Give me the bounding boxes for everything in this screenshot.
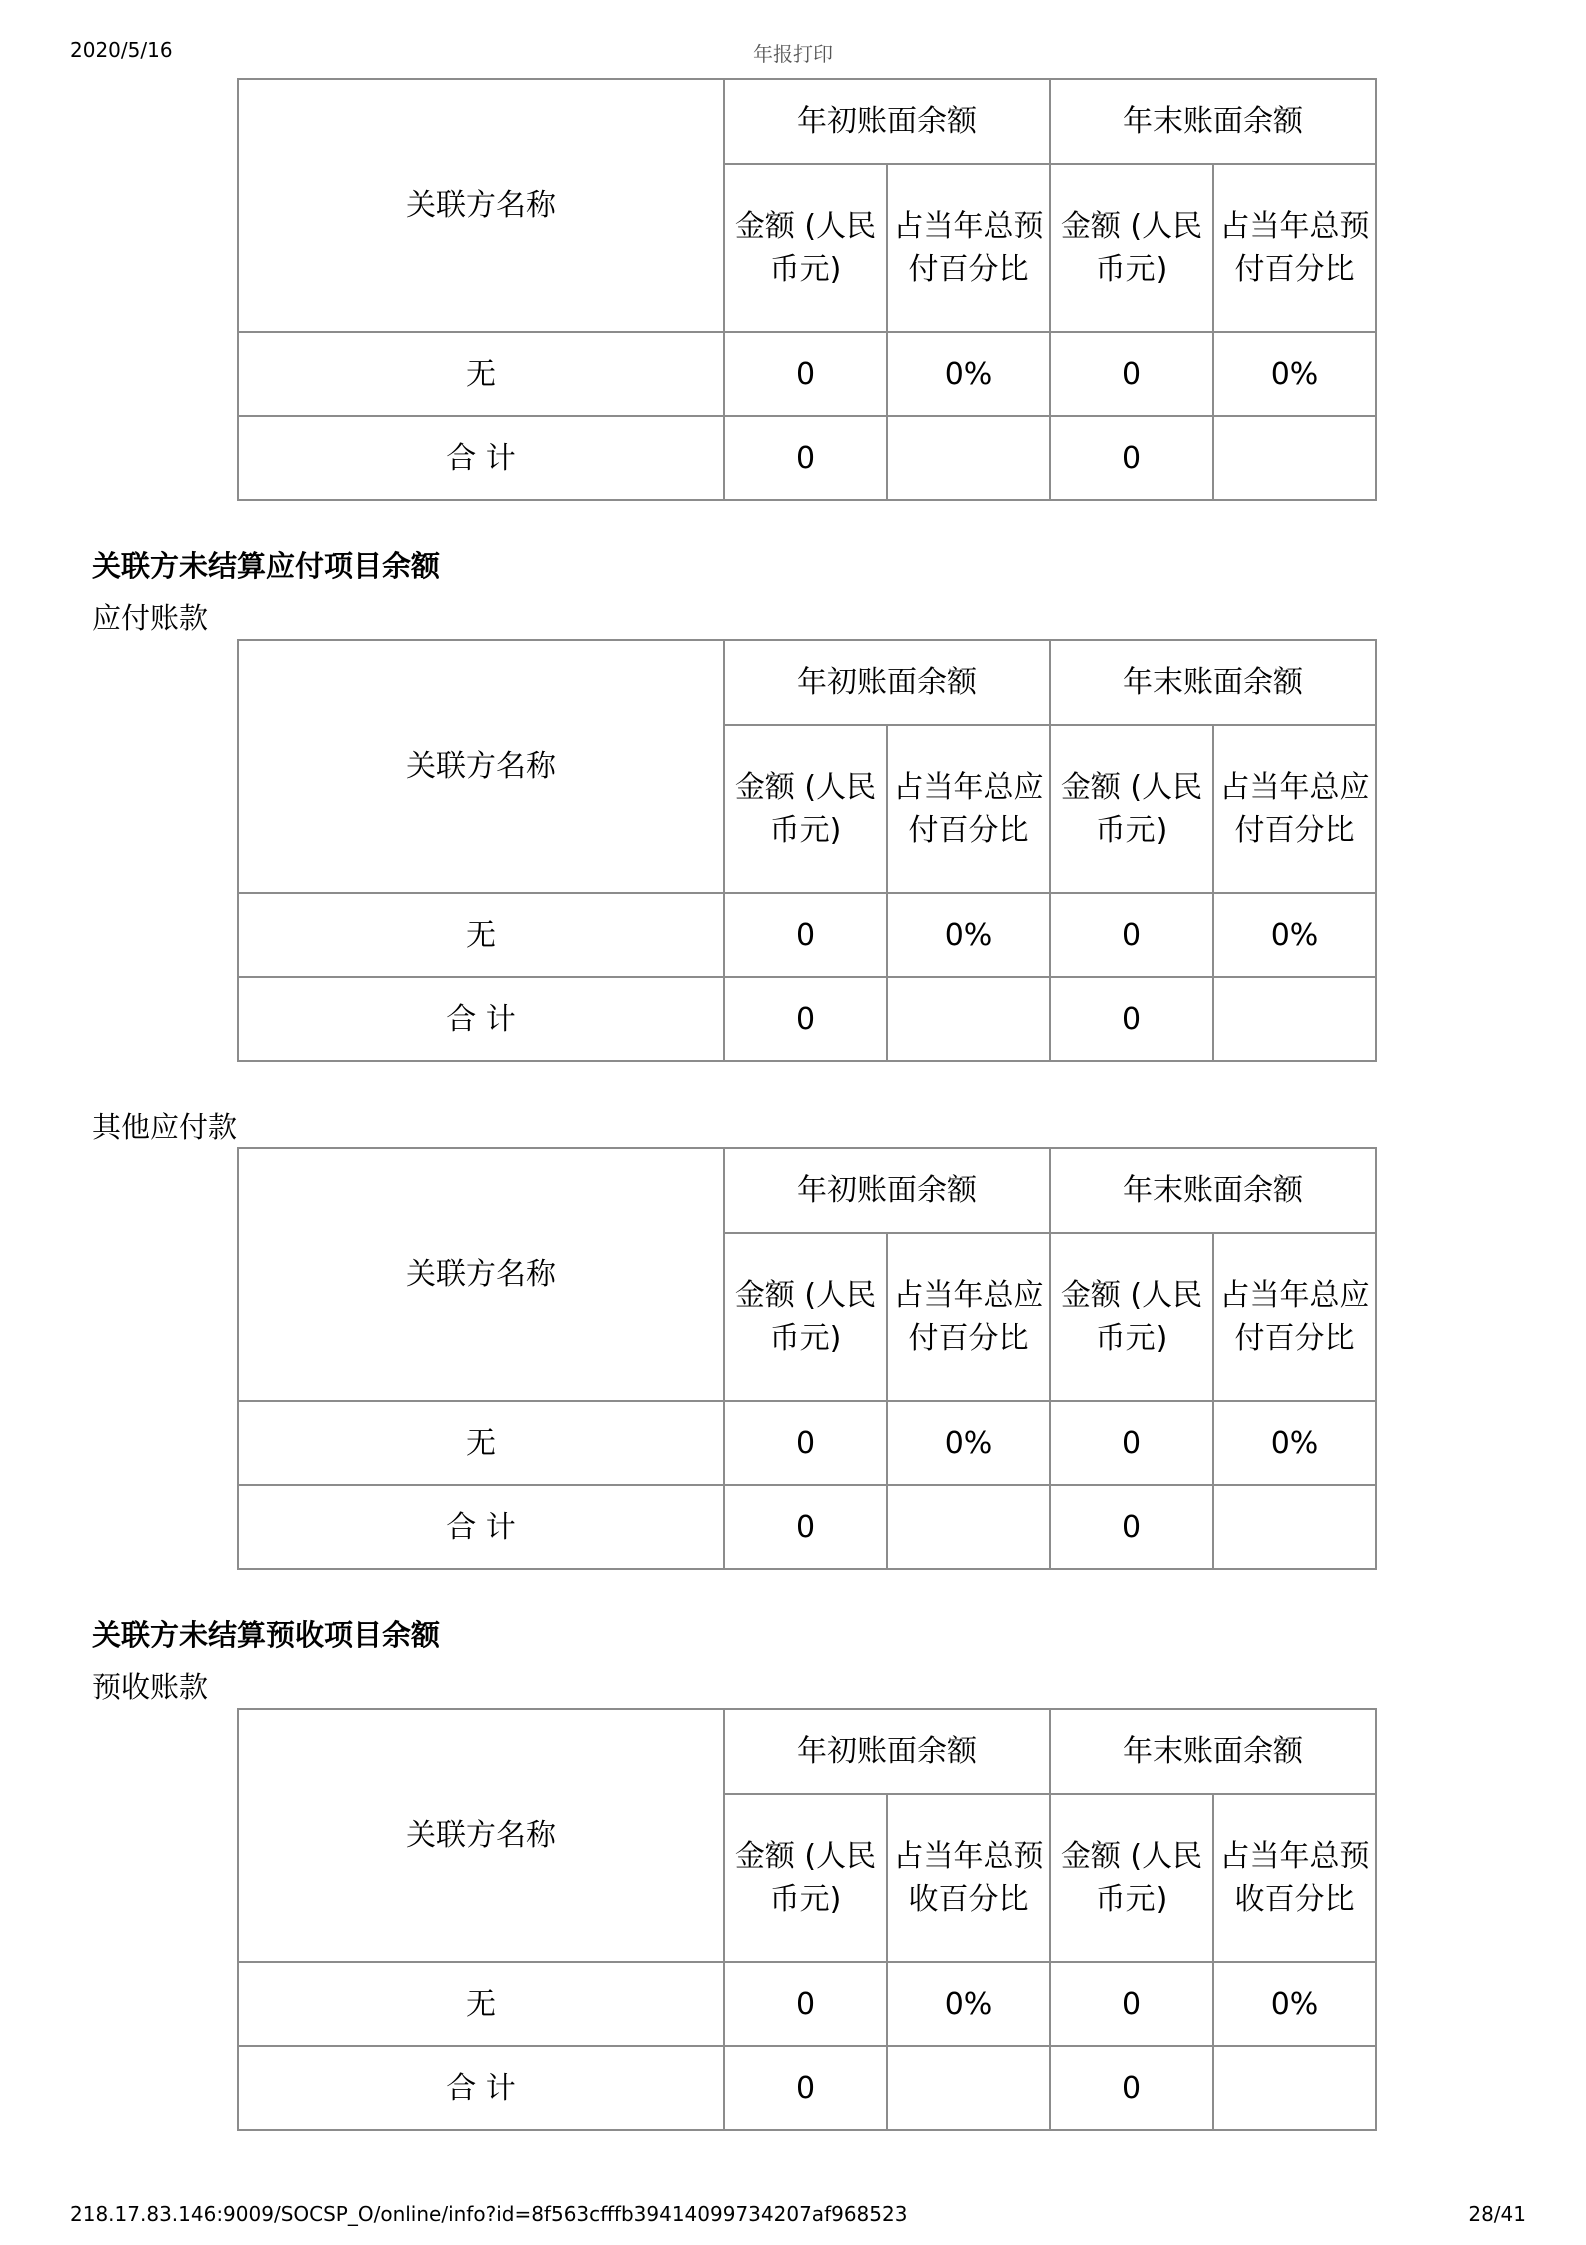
- cell-end-pct: [1213, 977, 1376, 1061]
- cell-begin-pct: 0%: [887, 332, 1050, 416]
- group-header-begin-balance: 年初账面余额: [724, 640, 1050, 725]
- table-total-row: [238, 977, 1376, 1061]
- cell-end-pct: 0%: [1213, 332, 1376, 416]
- table-row: [238, 1962, 1376, 2046]
- col-header-begin-pct: 占当年总预付百分比: [887, 164, 1050, 332]
- group-header-end-balance: 年末账面余额: [1050, 1709, 1376, 1794]
- cell-end-pct: [1213, 416, 1376, 500]
- cell-end-pct: 0%: [1213, 1962, 1376, 2046]
- cell-begin-pct: [887, 1485, 1050, 1569]
- cell-begin-amount: 0: [724, 1485, 887, 1569]
- col-header-end-pct: 占当年总预付百分比: [1213, 164, 1376, 332]
- cell-end-pct: [1213, 1485, 1376, 1569]
- cell-end-amount: 0: [1050, 893, 1213, 977]
- cell-end-amount: 0: [1050, 416, 1213, 500]
- cell-end-amount: 0: [1050, 1401, 1213, 1485]
- col-header-party-name: 关联方名称: [238, 1709, 724, 1962]
- group-header-begin-balance: 年初账面余额: [724, 1709, 1050, 1794]
- related-party-accounts-payable-table: [237, 639, 1377, 1062]
- col-header-end-amount: 金额 (人民币元): [1050, 1233, 1213, 1401]
- cell-end-amount: 0: [1050, 2046, 1213, 2130]
- cell-total-label: 合 计: [238, 416, 724, 500]
- group-header-end-balance: 年末账面余额: [1050, 1148, 1376, 1233]
- subsection-title-other-payable: 其他应付款: [92, 1110, 238, 1144]
- section-title-payable: 关联方未结算应付项目余额: [92, 549, 441, 583]
- cell-begin-pct: [887, 977, 1050, 1061]
- cell-total-label: 合 计: [238, 1485, 724, 1569]
- cell-total-label: 合 计: [238, 977, 724, 1061]
- group-header-begin-balance: 年初账面余额: [724, 79, 1050, 164]
- cell-begin-amount: 0: [724, 893, 887, 977]
- col-header-begin-amount: 金额 (人民币元): [724, 725, 887, 893]
- cell-party-name: 无: [238, 893, 724, 977]
- table-total-row: [238, 2046, 1376, 2130]
- col-header-party-name: 关联方名称: [238, 640, 724, 893]
- col-header-begin-pct: 占当年总预收百分比: [887, 1794, 1050, 1962]
- subsection-title-accounts-payable: 应付账款: [92, 601, 209, 635]
- cell-party-name: 无: [238, 1401, 724, 1485]
- cell-end-pct: [1213, 2046, 1376, 2130]
- related-party-other-payable-table: [237, 1147, 1377, 1570]
- cell-begin-pct: [887, 416, 1050, 500]
- related-party-receipts-in-advance-table: [237, 1708, 1377, 2131]
- cell-begin-pct: 0%: [887, 1401, 1050, 1485]
- cell-end-amount: 0: [1050, 1485, 1213, 1569]
- col-header-end-pct: 占当年总应付百分比: [1213, 1233, 1376, 1401]
- group-header-end-balance: 年末账面余额: [1050, 79, 1376, 164]
- col-header-begin-pct: 占当年总应付百分比: [887, 1233, 1050, 1401]
- section-title-receipt-in-advance: 关联方未结算预收项目余额: [92, 1618, 441, 1652]
- cell-end-amount: 0: [1050, 332, 1213, 416]
- table-total-row: [238, 416, 1376, 500]
- cell-begin-pct: 0%: [887, 1962, 1050, 2046]
- cell-begin-amount: 0: [724, 977, 887, 1061]
- col-header-end-amount: 金额 (人民币元): [1050, 164, 1213, 332]
- page-url: 218.17.83.146:9009/SOCSP_O/online/info?id=8f563cfffb39414099734207af968523: [70, 2202, 908, 2226]
- col-header-begin-amount: 金额 (人民币元): [724, 1233, 887, 1401]
- col-header-party-name: 关联方名称: [238, 79, 724, 332]
- col-header-begin-pct: 占当年总应付百分比: [887, 725, 1050, 893]
- page-header-title: 年报打印: [753, 42, 833, 66]
- print-date: 2020/5/16: [70, 38, 173, 62]
- col-header-end-amount: 金额 (人民币元): [1050, 1794, 1213, 1962]
- subsection-title-receipts-in-advance: 预收账款: [92, 1670, 209, 1704]
- table-total-row: [238, 1485, 1376, 1569]
- table-row: [238, 1401, 1376, 1485]
- cell-end-pct: 0%: [1213, 893, 1376, 977]
- col-header-party-name: 关联方名称: [238, 1148, 724, 1401]
- cell-begin-amount: 0: [724, 1401, 887, 1485]
- col-header-begin-amount: 金额 (人民币元): [724, 164, 887, 332]
- cell-total-label: 合 计: [238, 2046, 724, 2130]
- related-party-prepayment-table: [237, 78, 1377, 501]
- cell-begin-amount: 0: [724, 416, 887, 500]
- col-header-end-amount: 金额 (人民币元): [1050, 725, 1213, 893]
- cell-end-amount: 0: [1050, 977, 1213, 1061]
- cell-end-pct: 0%: [1213, 1401, 1376, 1485]
- cell-begin-amount: 0: [724, 1962, 887, 2046]
- cell-party-name: 无: [238, 1962, 724, 2046]
- col-header-begin-amount: 金额 (人民币元): [724, 1794, 887, 1962]
- page-number: 28/41: [1468, 2202, 1526, 2226]
- cell-begin-pct: [887, 2046, 1050, 2130]
- table-row: [238, 332, 1376, 416]
- cell-party-name: 无: [238, 332, 724, 416]
- group-header-end-balance: 年末账面余额: [1050, 640, 1376, 725]
- col-header-end-pct: 占当年总应付百分比: [1213, 725, 1376, 893]
- table-row: [238, 893, 1376, 977]
- col-header-end-pct: 占当年总预收百分比: [1213, 1794, 1376, 1962]
- cell-begin-pct: 0%: [887, 893, 1050, 977]
- cell-end-amount: 0: [1050, 1962, 1213, 2046]
- cell-begin-amount: 0: [724, 2046, 887, 2130]
- cell-begin-amount: 0: [724, 332, 887, 416]
- group-header-begin-balance: 年初账面余额: [724, 1148, 1050, 1233]
